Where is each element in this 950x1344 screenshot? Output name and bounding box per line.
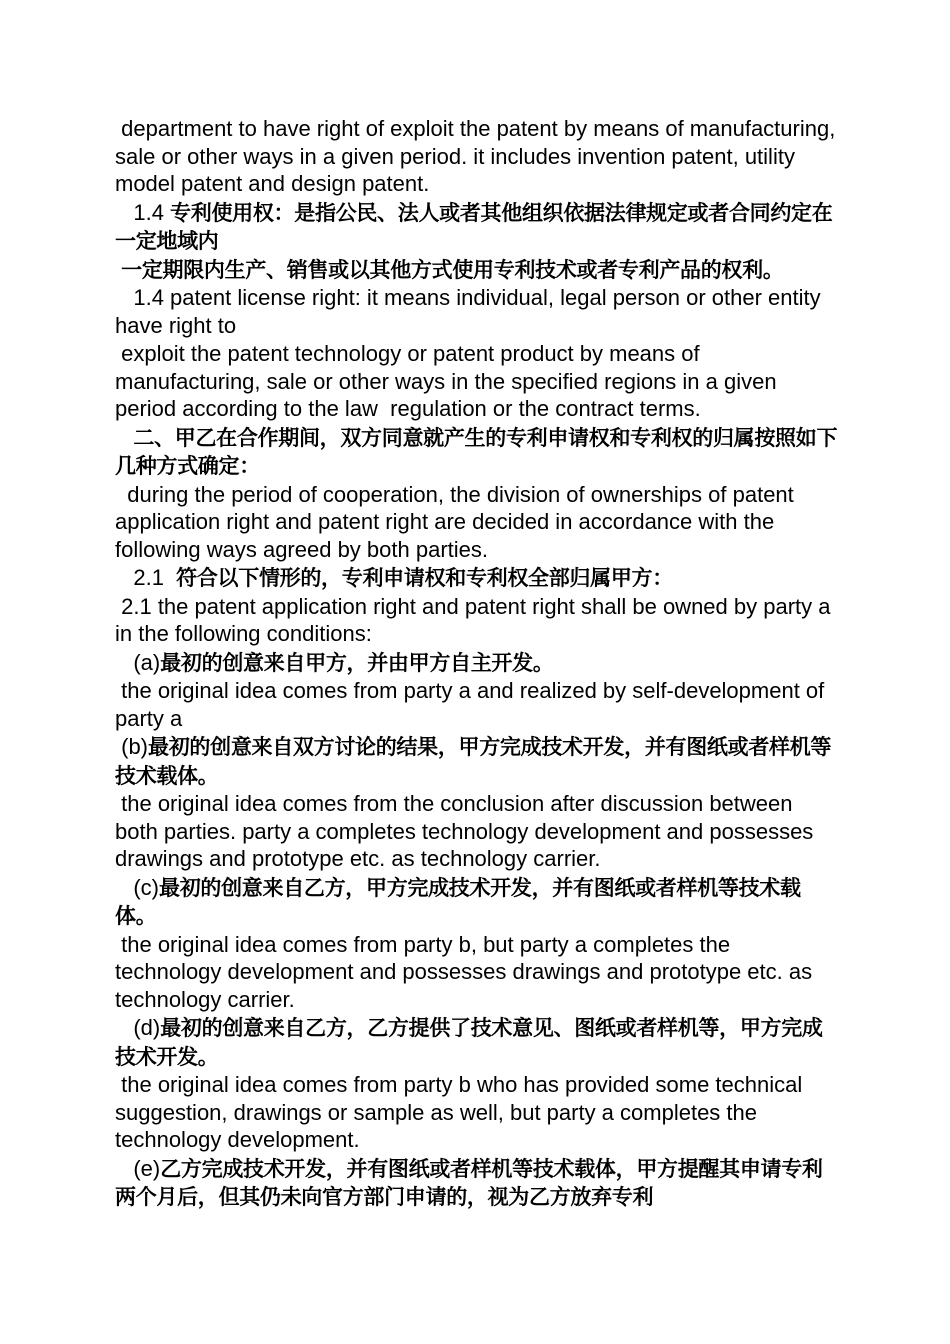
paragraph-text: (a) <box>115 649 161 675</box>
paragraph-bold-text: 符合以下情形的，专利申请权和专利权全部归属甲方： <box>176 566 673 590</box>
paragraph-text: (c) <box>115 874 159 900</box>
paragraph <box>115 931 840 1015</box>
paragraph <box>115 424 840 481</box>
paragraph <box>115 284 840 340</box>
paragraph-bold-text: 最初的创意来自乙方，乙方提供了技术意见、图纸或者样机等，甲方完成技术开发。 <box>115 1016 823 1069</box>
document-page <box>115 115 840 1212</box>
paragraph-bold-text: 最初的创意来自双方讨论的结果，甲方完成技术开发，并有图纸或者样机等技术载体。 <box>115 735 832 788</box>
paragraph <box>115 1155 840 1212</box>
paragraph <box>115 256 840 285</box>
paragraph <box>115 340 840 424</box>
paragraph-text: the original idea comes from party b, but party a completes the technology development and possesses drawings and prototype etc. as technology carrier. <box>115 931 819 1012</box>
paragraph-text: 2.1 <box>115 565 177 590</box>
paragraph-text: (e) <box>115 1155 161 1181</box>
paragraph-text: (d) <box>115 1015 161 1040</box>
paragraph-bold-text: 最初的创意来自甲方，并由甲方自主开发。 <box>160 650 554 675</box>
paragraph <box>115 564 840 593</box>
paragraph <box>115 1071 840 1155</box>
paragraph <box>115 1014 840 1071</box>
paragraph-bold-text: 二、甲乙在合作期间，双方同意就产生的专利申请权和专利权的归属按照如下几种方式确定： <box>115 425 838 478</box>
paragraph-text: exploit the patent technology or patent product by means of manufacturing, sale or other ways in the specified regions in a given period according to the law regulation or the contract terms. <box>115 341 783 421</box>
paragraph <box>115 115 840 199</box>
paragraph-text: 1.4 <box>115 199 171 225</box>
paragraph <box>115 874 840 931</box>
paragraph <box>115 593 840 649</box>
paragraph-bold-text: 乙方完成技术开发，并有图纸或者样机等技术载体，甲方提醒其申请专利两个月后，但其仍未向官方部门申请的，视为乙方放弃专利 <box>115 1156 823 1209</box>
paragraph-text <box>115 425 133 450</box>
paragraph-text: (b) <box>115 734 149 759</box>
paragraph-text: 2.1 the patent application right and patent right shall be owned by party a in the following conditions: <box>115 593 837 646</box>
paragraph <box>115 481 840 565</box>
paragraph-bold-text: 最初的创意来自乙方，甲方完成技术开发，并有图纸或者样机等技术载体。 <box>115 875 801 928</box>
paragraph-text: 1.4 patent license right: it means individual, legal person or other entity have right to <box>115 285 827 338</box>
paragraph-text: the original idea comes from the conclusion after discussion between both parties. party a completes technology development and possesses drawings and prototype etc. as technology carrier. <box>115 791 820 871</box>
paragraph <box>115 677 840 733</box>
paragraph <box>115 733 840 790</box>
paragraph-bold-text: 专利使用权：是指公民、法人或者其他组织依据法律规定或者合同约定在一定地域内 <box>115 200 833 253</box>
paragraph <box>115 790 840 874</box>
paragraph-text: the original idea comes from party a and realized by self-development of party a <box>115 678 831 731</box>
paragraph <box>115 199 840 256</box>
paragraph-text: the original idea comes from party b who has provided some technical suggestion, drawings or sample as well, but party a completes the technology development. <box>115 1072 809 1152</box>
paragraph <box>115 649 840 678</box>
paragraph-text: department to have right of exploit the patent by means of manufacturing, sale or other ways in a given period. it includes invention patent, utility model patent and design patent. <box>115 116 842 196</box>
paragraph-text: during the period of cooperation, the division of ownerships of patent application right and patent right are decided in accordance with the following ways agreed by both parties. <box>115 481 800 562</box>
paragraph-bold-text: 一定期限内生产、销售或以其他方式使用专利技术或者专利产品的权利。 <box>121 257 784 282</box>
